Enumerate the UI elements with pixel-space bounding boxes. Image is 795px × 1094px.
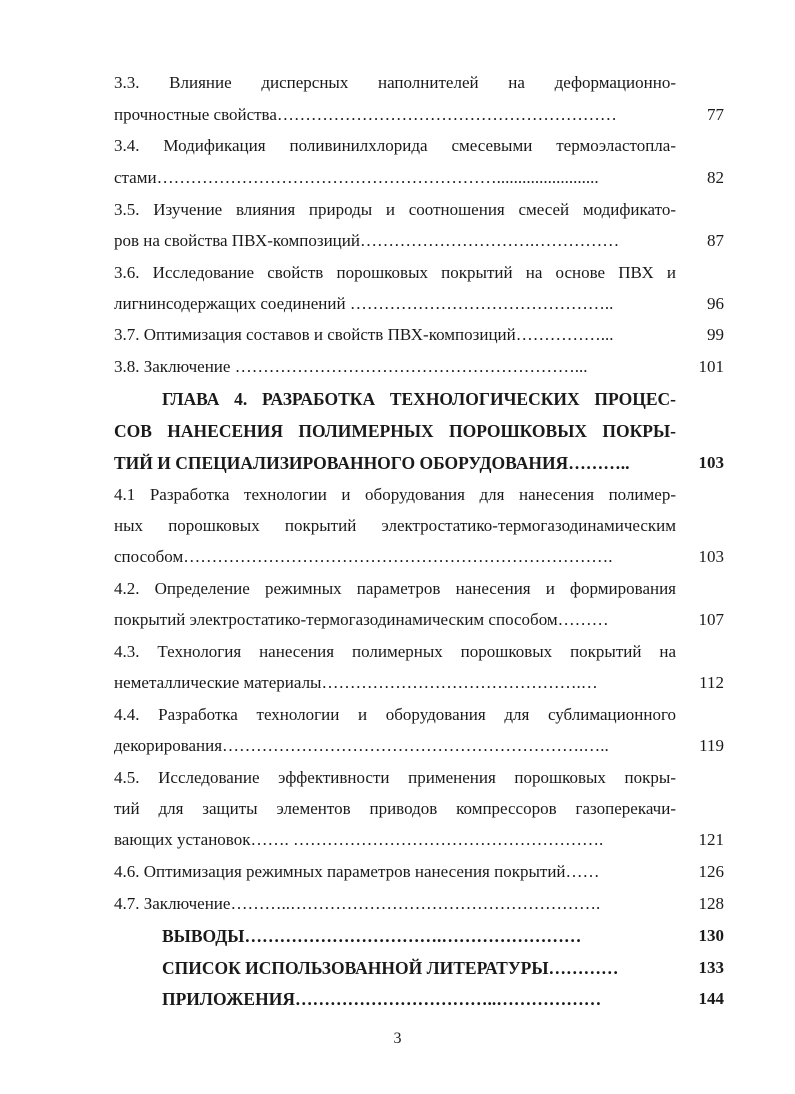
toc-entry-4-2-line-2: покрытий электростатико-термогазодинамическим способом………: [114, 610, 609, 629]
toc-entry-3-6-line-1: 3.6. Исследование свойств порошковых покрытий на основе ПВХ и: [114, 263, 676, 282]
toc-page-number: 144: [698, 989, 724, 1008]
toc-chapter-4-line-2: СОВ НАНЕСЕНИЯ ПОЛИМЕРНЫХ ПОРОШКОВЫХ ПОКРЫ-: [114, 421, 676, 441]
toc-entry-4-2-line-1: 4.2. Определение режимных параметров нанесения и формирования: [114, 579, 676, 598]
toc-entry-4-1-line-3: способом………………………………………………………………….: [114, 547, 613, 566]
toc-page-number: 133: [698, 958, 724, 977]
toc-references: СПИСОК ИСПОЛЬЗОВАННОЙ ЛИТЕРАТУРЫ…………: [162, 958, 619, 978]
toc-entry-4-3-line-2: неметаллические материалы……………………………………….…: [114, 673, 598, 692]
toc-page-number: 77: [707, 105, 724, 124]
toc-page-number: 107: [698, 610, 724, 629]
toc-entry-4-6: 4.6. Оптимизация режимных параметров нанесения покрытий……: [114, 862, 600, 881]
toc-page-number: 103: [698, 547, 724, 566]
toc-page-number: 99: [707, 325, 724, 344]
toc-page-number: 130: [698, 926, 724, 945]
toc-appendices: ПРИЛОЖЕНИЯ……………………………..………………: [162, 989, 602, 1009]
page-number-footer: 3: [393, 1030, 402, 1047]
toc-page-number: 119: [699, 736, 724, 755]
toc-entry-3-5-line-2: ров на свойства ПВХ-композиций………………………….……………: [114, 231, 620, 250]
toc-entry-4-7: 4.7. Заключение………..……………………………………………….: [114, 894, 601, 913]
toc-entry-3-6-line-2: лигнинсодержащих соединений ………………………………………..: [114, 294, 614, 313]
toc-entry-3-3-line-2: прочностные свойства……………………………………………………: [114, 105, 617, 124]
toc-page-number: 87: [707, 231, 724, 250]
toc-chapter-4-line-1: ГЛАВА 4. РАЗРАБОТКА ТЕХНОЛОГИЧЕСКИХ ПРОЦЕС-: [162, 389, 676, 409]
toc-page-number: 126: [698, 862, 724, 881]
toc-entry-3-4-line-1: 3.4. Модификация поливинилхлорида смесевыми термоэластопла-: [114, 136, 676, 155]
toc-entry-3-3-line-1: 3.3. Влияние дисперсных наполнителей на деформационно-: [114, 73, 676, 92]
toc-entry-3-8: 3.8. Заключение ……………………………………………………...: [114, 357, 588, 376]
toc-entry-4-4-line-2: декорирования……………………………………………………….…..: [114, 736, 609, 755]
toc-chapter-4-line-3: ТИЙ И СПЕЦИАЛИЗИРОВАННОГО ОБОРУДОВАНИЯ………..: [114, 453, 630, 473]
toc-entry-3-5-line-1: 3.5. Изучение влияния природы и соотношения смесей модификато-: [114, 200, 676, 219]
toc-page-number: 82: [707, 168, 724, 187]
toc-page-number: 103: [698, 453, 724, 472]
toc-page-number: 101: [698, 357, 724, 376]
toc-conclusions: ВЫВОДЫ…………………………….……………………: [162, 926, 582, 946]
toc-entry-3-4-line-2: стами……………………………………………………........................: [114, 168, 599, 187]
toc-entry-4-1-line-2: ных порошковых покрытий электростатико-термогазодинамическим: [114, 516, 676, 535]
toc-page-number: 112: [699, 673, 724, 692]
toc-page-number: 96: [707, 294, 724, 313]
toc-entry-4-5-line-1: 4.5. Исследование эффективности применения порошковых покры-: [114, 768, 676, 787]
toc-entry-4-5-line-3: вающих установок……. ……………………………………………….: [114, 830, 604, 849]
toc-page-number: 128: [698, 894, 724, 913]
toc-entry-4-5-line-2: тий для защиты элементов приводов компрессоров газоперекачи-: [114, 799, 676, 818]
toc-page-number: 121: [698, 830, 724, 849]
toc-entry-4-3-line-1: 4.3. Технология нанесения полимерных порошковых покрытий на: [114, 642, 676, 661]
toc-entry-4-1-line-1: 4.1 Разработка технологии и оборудования для нанесения полимер-: [114, 485, 676, 504]
toc-entry-4-4-line-1: 4.4. Разработка технологии и оборудования для сублимационного: [114, 705, 676, 724]
toc-entry-3-7: 3.7. Оптимизация составов и свойств ПВХ-композиций……………...: [114, 325, 614, 344]
